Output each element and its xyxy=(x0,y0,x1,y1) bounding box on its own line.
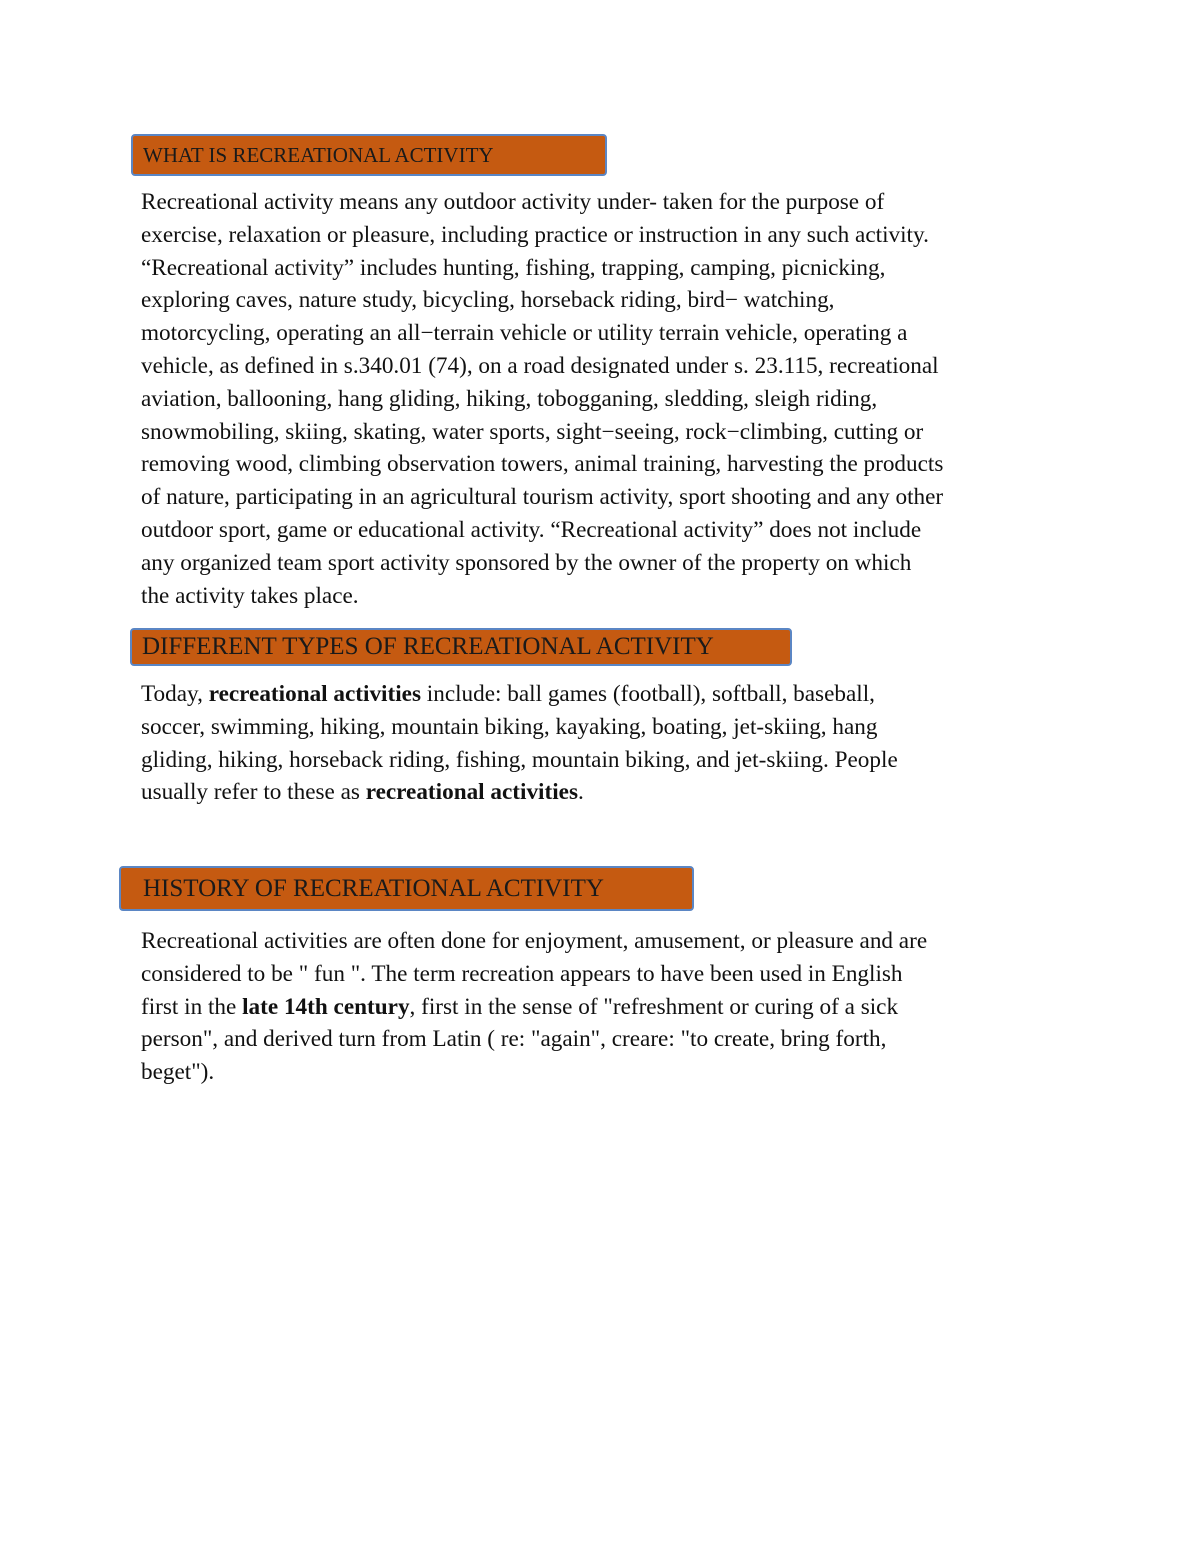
paragraph-line: snowmobiling, skiing, skating, water sports, sight−seeing, rock−climbing, cutting or xyxy=(141,418,924,445)
paragraph-line: outdoor sport, game or educational activity. “Recreational activity” does not include xyxy=(141,516,922,543)
bold-term: recreational activities xyxy=(208,681,421,707)
paragraph-line: Recreational activity means any outdoor activity under- taken for the purpose of xyxy=(141,189,885,215)
text-run: usually refer to these as xyxy=(141,779,366,806)
paragraph-line: “Recreational activity” includes hunting, fishing, trapping, camping, picnicking, xyxy=(141,254,886,281)
section-heading-what-is-text: WHAT IS RECREATIONAL ACTIVITY xyxy=(143,142,494,167)
paragraph-line: any organized team sport activity sponsored by the owner of the property on which xyxy=(141,549,912,576)
paragraph-line: motorcycling, operating an all−terrain vehicle or utility terrain vehicle, operating a xyxy=(141,320,908,347)
section-heading-history-text: HISTORY OF RECREATIONAL ACTIVITY xyxy=(143,874,604,902)
text-run: , first in the sense of "refreshment or curing of a sick xyxy=(409,993,899,1020)
paragraph-line: gliding, hiking, horseback riding, fishing, mountain biking, and jet-skiing. People xyxy=(141,746,898,773)
paragraph-line: vehicle, as defined in s.340.01 (74), on a road designated under s. 23.115, recreational xyxy=(141,352,939,379)
bold-term: recreational activities xyxy=(365,779,578,806)
paragraph-line xyxy=(141,776,1071,809)
paragraph-different-types xyxy=(141,678,1071,809)
paragraph-line xyxy=(141,991,1071,1024)
paragraph-line: the activity takes place. xyxy=(141,582,359,609)
text-run: first in the xyxy=(141,993,243,1020)
paragraph-line: beget"). xyxy=(141,1059,215,1086)
paragraph-line: aviation, ballooning, hang gliding, hiking, tobogganing, sledding, sleigh riding, xyxy=(141,385,878,412)
text-run: Today, xyxy=(141,681,209,707)
paragraph-line: removing wood, climbing observation towers, animal training, harvesting the products xyxy=(141,451,944,478)
paragraph-line: Recreational activities are often done for enjoyment, amusement, or pleasure and are xyxy=(141,928,928,954)
paragraph-line: soccer, swimming, hiking, mountain biking, kayaking, boating, jet-skiing, hang xyxy=(141,713,878,740)
section-heading-different-types-text: DIFFERENT TYPES OF RECREATIONAL ACTIVITY xyxy=(142,633,714,660)
paragraph-line: of nature, participating in an agricultural tourism activity, sport shooting and any other xyxy=(141,484,944,511)
paragraph-line xyxy=(141,678,1071,711)
paragraph-what-is xyxy=(141,186,1071,612)
section-heading-different-types xyxy=(130,628,792,666)
paragraph-line: exploring caves, nature study, bicycling, horseback riding, bird− watching, xyxy=(141,287,835,314)
text-run: . xyxy=(577,779,584,806)
paragraph-line: person", and derived turn from Latin ( re: "again", creare: "to create, bring forth, xyxy=(141,1026,887,1053)
section-heading-history xyxy=(119,866,694,911)
section-heading-what-is xyxy=(131,134,607,176)
bold-term: late 14th century xyxy=(242,993,410,1020)
paragraph-line: considered to be " fun ". The term recreation appears to have been used in English xyxy=(141,960,903,987)
text-run: include: ball games (football), softball, baseball, xyxy=(420,681,875,707)
paragraph-line: exercise, relaxation or pleasure, including practice or instruction in any such activity. xyxy=(141,221,929,248)
paragraph-history xyxy=(141,925,1071,1089)
